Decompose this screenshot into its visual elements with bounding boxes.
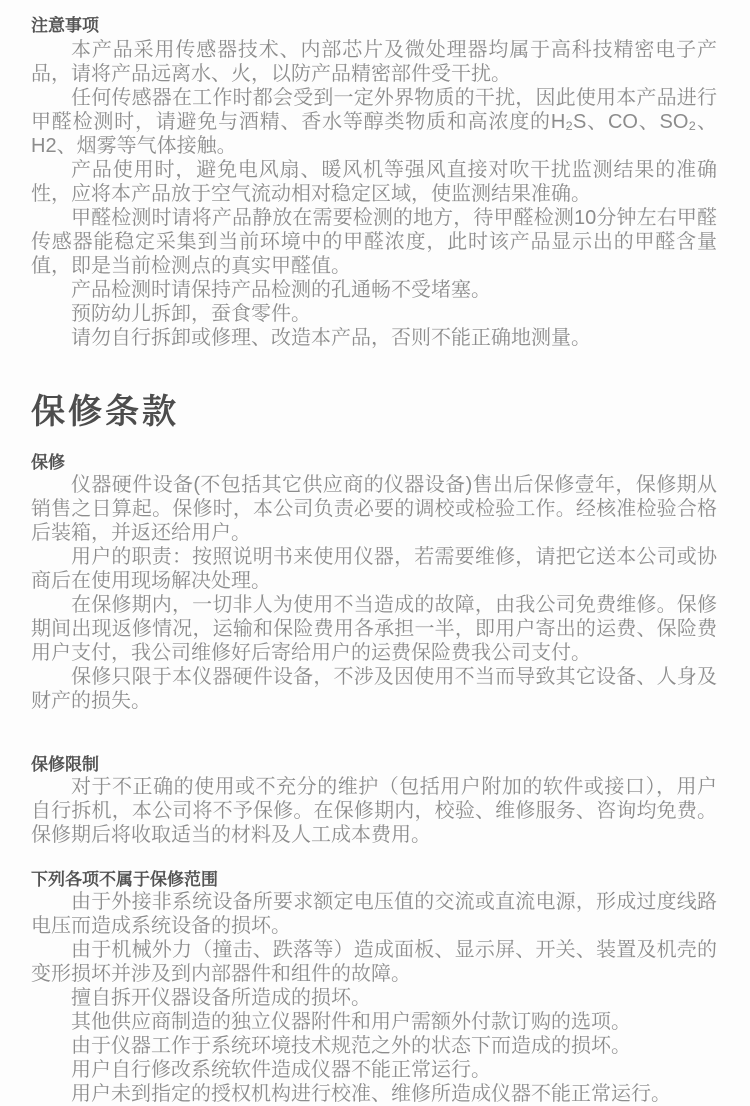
section-not-covered <box>31 870 717 1106</box>
not-covered-heading: 下列各项不属于保修范围 <box>31 870 218 889</box>
notice-heading: 注意事项 <box>31 16 99 35</box>
paragraph: 仪器硬件设备(不包括其它供应商的仪器设备)售出后保修壹年，保修期从销售之日算起。保修时，本公司负责必要的调校或检验工作。经核准检验合格后装箱，并返还给用户。 <box>31 474 717 544</box>
paragraph: 对于不正确的使用或不充分的维护（包括用户附加的软件或接口），用户自行拆机，本公司将不予保修。在保修期内，校验、维修服务、咨询均免费。保修期后将收取适当的材料及人工成本费用。 <box>31 776 717 846</box>
not-covered-paragraphs <box>31 890 717 1106</box>
paragraph: 保修只限于本仪器硬件设备，不涉及因使用不当而导致其它设备、人身及财产的损失。 <box>31 666 717 712</box>
warranty-limits-heading: 保修限制 <box>31 755 99 774</box>
paragraph: 由于机械外力（撞击、跌落等）造成面板、显示屏、开关、装置及机壳的变形损坏并涉及到内部器件和组件的故障。 <box>31 939 717 985</box>
paragraph: 产品检测时请保持产品检测的孔通畅不受堵塞。 <box>71 279 491 301</box>
paragraph: 由于仪器工作于系统环境技术规范之外的状态下而造成的损坏。 <box>71 1035 631 1057</box>
warranty-title: 保修条款 <box>31 393 179 431</box>
paragraph: 请勿自行拆卸或修理、改造本产品，否则不能正确地测量。 <box>71 327 591 349</box>
notice-paragraphs <box>31 38 717 350</box>
paragraph: 用户未到指定的授权机构进行校准、维修所造成仪器不能正常运行。 <box>71 1083 671 1105</box>
paragraph: 用户的职责：按照说明书来使用仪器，若需要维修，请把它送本公司或协商后在使用现场解决处理。 <box>31 546 717 592</box>
section-warranty-limits <box>31 755 717 847</box>
paragraph: 任何传感器在工作时都会受到一定外界物质的干扰，因此使用本产品进行甲醛检测时，请避免与酒精、香水等醇类物质和高浓度的H₂S、CO、SO₂、H2、烟雾等气体接触。 <box>31 87 717 157</box>
paragraph: 在保修期内，一切非人为使用不当造成的故障，由我公司免费维修。保修期间出现返修情况，运输和保险费用各承担一半，即用户寄出的运费、保险费用户支付，我公司维修好后寄给用户的运费保险费我公司支付。 <box>31 594 717 664</box>
paragraph: 其他供应商制造的独立仪器附件和用户需额外付款订购的选项。 <box>71 1011 631 1033</box>
paragraph: 用户自行修改系统软件造成仪器不能正常运行。 <box>71 1059 491 1081</box>
section-notice <box>31 14 717 350</box>
paragraph: 产品使用时，避免电风扇、暖风机等强风直接对吹干扰监测结果的准确性，应将本产品放于空气流动相对稳定区域，使监测结果准确。 <box>31 159 717 205</box>
warranty-paragraphs <box>31 473 717 713</box>
paragraph: 预防幼儿拆卸，蚕食零件。 <box>71 303 311 325</box>
warranty-heading: 保修 <box>31 453 65 472</box>
paragraph: 甲醛检测时请将产品静放在需要检测的地方，待甲醛检测10分钟左右甲醛传感器能稳定采集到当前环境中的甲醛浓度，此时该产品显示出的甲醛含量值，即是当前检测点的真实甲醛值。 <box>31 207 717 277</box>
warranty-limits-paragraphs <box>31 775 717 847</box>
paragraph: 擅自拆开仪器设备所造成的损坏。 <box>71 987 371 1009</box>
paragraph: 本产品采用传感器技术、内部芯片及微处理器均属于高科技精密电子产品，请将产品远离水、火，以防产品精密部件受干扰。 <box>31 39 717 85</box>
paragraph: 由于外接非系统设备所要求额定电压值的交流或直流电源，形成过度线路电压而造成系统设备的损坏。 <box>31 891 717 937</box>
section-warranty <box>31 453 717 713</box>
